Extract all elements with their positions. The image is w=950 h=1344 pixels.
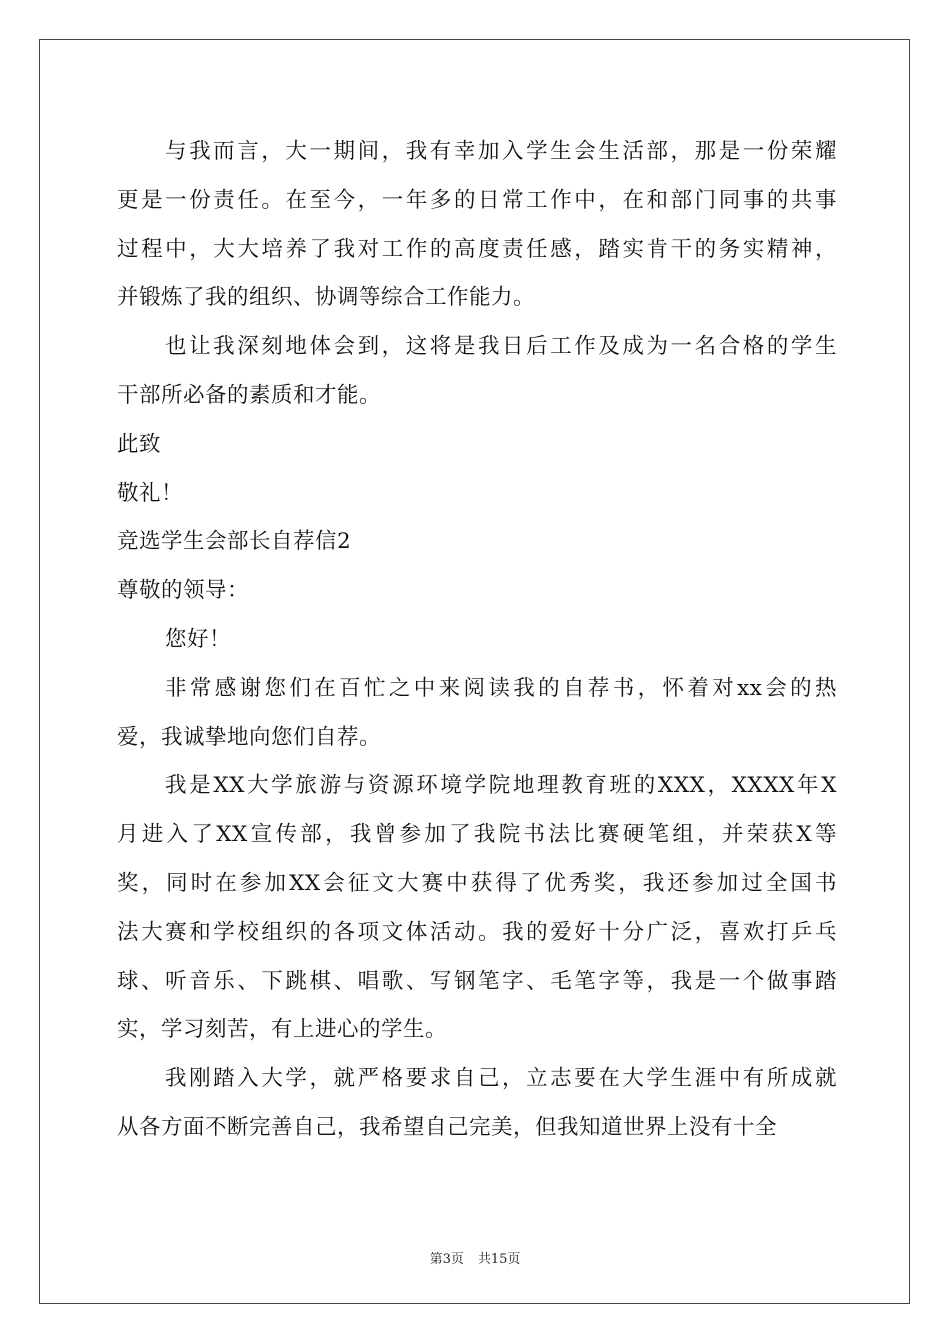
text-line: 从各方面不断完善自己，我希望自己完美，但我知道世界上没有十全 xyxy=(117,1114,778,1140)
text-line: 与我而言，大一期间，我有幸加入学生会生活部，那是一份荣耀 xyxy=(165,139,837,164)
text-line: 尊敬的领导： xyxy=(117,578,250,604)
paragraph xyxy=(117,567,837,616)
text-line: 球、听音乐、下跳棋、唱歌、写钢笔字、毛笔字等，我是一个做事踏 xyxy=(117,968,837,994)
text-line: 我刚踏入大学，就严格要求自己，立志要在大学生涯中有所成就 xyxy=(165,1066,837,1092)
paragraph xyxy=(117,323,837,421)
paragraph xyxy=(117,616,837,665)
text-line: 奖，同时在参加XX会征文大赛中获得了优秀奖，我还参加过全国书 xyxy=(117,870,837,896)
paragraph xyxy=(117,470,837,519)
text-line: 此致 xyxy=(117,431,162,457)
text-line: 爱，我诚挚地向您们自荐。 xyxy=(117,724,382,750)
paragraph xyxy=(117,421,837,470)
text-line: 实，学习刻苦，有上进心的学生。 xyxy=(117,1017,448,1043)
paragraph xyxy=(117,665,837,763)
text-line: 干部所必备的素质和才能。 xyxy=(117,382,382,408)
page-number: 第3页 xyxy=(429,1252,464,1267)
paragraph xyxy=(117,762,837,1055)
text-line: 您好！ xyxy=(165,626,232,652)
paragraph xyxy=(117,518,837,567)
text-line: 我是XX大学旅游与资源环境学院地理教育班的XXX，XXXX年X xyxy=(165,773,837,799)
text-line: 非常感谢您们在百忙之中来阅读我的自荐书，怀着对xx会的热 xyxy=(165,675,837,701)
text-line: 也让我深刻地体会到，这将是我日后工作及成为一名合格的学生 xyxy=(165,334,837,360)
text-line: 月进入了XX宣传部，我曾参加了我院书法比赛硬笔组，并荣获X等 xyxy=(117,822,837,848)
text-line: 敬礼！ xyxy=(117,480,184,506)
text-line: 更是一份责任。在至今，一年多的日常工作中，在和部门同事的共事 xyxy=(117,187,837,213)
page-footer xyxy=(0,1248,950,1267)
text-line: 过程中，大大培养了我对工作的高度责任感，踏实肯干的务实精神， xyxy=(117,236,837,262)
text-line: 竞选学生会部长自荐信2 xyxy=(117,529,352,555)
document-body xyxy=(117,128,837,1153)
paragraph xyxy=(117,128,837,323)
text-line: 并锻炼了我的组织、协调等综合工作能力。 xyxy=(117,285,536,311)
text-line: 法大赛和学校组织的各项文体活动。我的爱好十分广泛，喜欢打乒乓 xyxy=(117,919,837,945)
paragraph xyxy=(117,1055,837,1153)
page-total: 共15页 xyxy=(477,1252,521,1267)
